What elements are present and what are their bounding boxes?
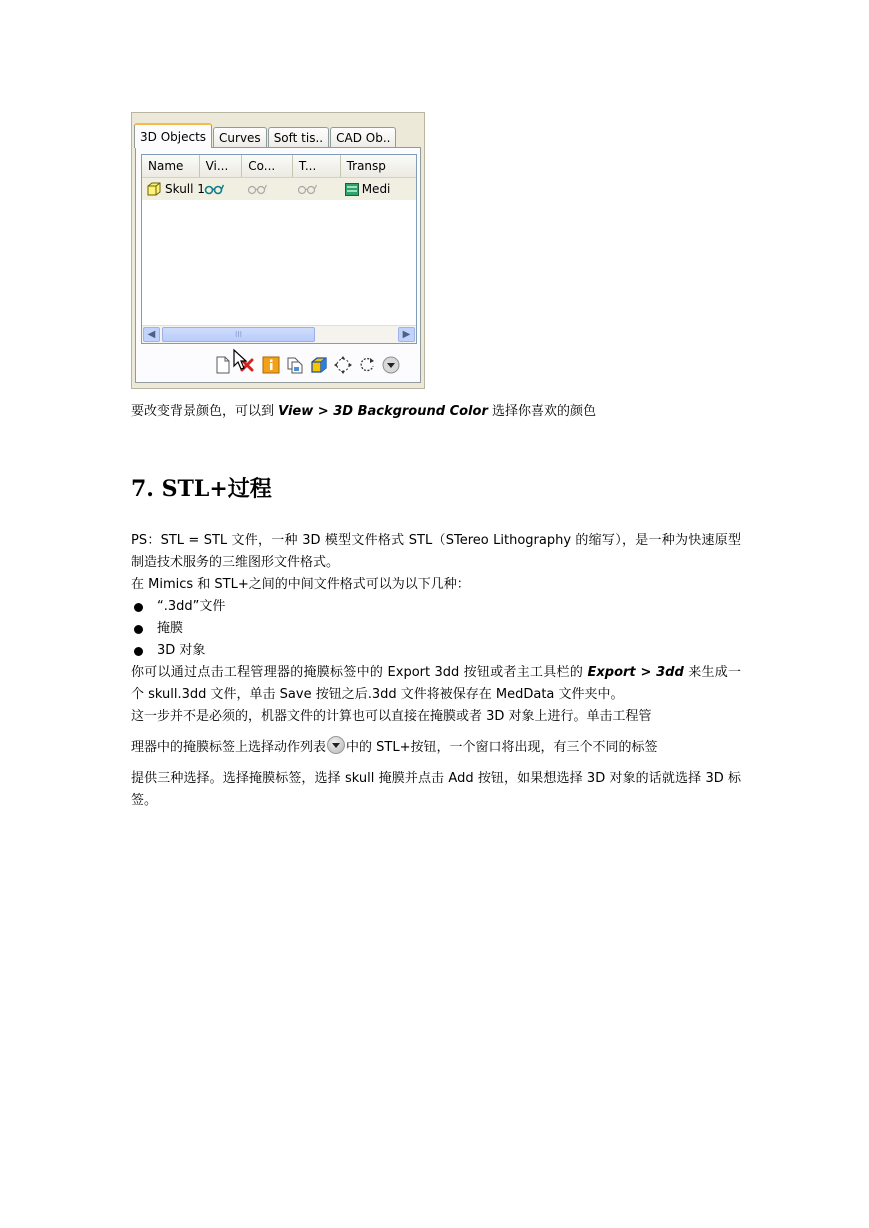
more-options-button[interactable] <box>381 355 401 375</box>
object-name: Skull 1 <box>165 182 205 196</box>
list-item-text: 掩膜 <box>157 621 184 636</box>
scroll-thumb[interactable]: III <box>162 327 315 342</box>
delete-button[interactable] <box>237 355 257 375</box>
paragraph-export <box>131 662 741 706</box>
tab-cad-objects[interactable]: CAD Ob.. <box>330 127 396 148</box>
paragraph-ps: PS：STL = STL 文件，一种 3D 模型文件格式 STL（STereo Lithography 的缩写），是一种为快速原型制造技术服务的三维图形文件格式。 <box>131 533 741 570</box>
list-item <box>131 618 741 640</box>
dropdown-arrow-icon <box>327 736 345 754</box>
visible-toggle[interactable] <box>200 178 243 200</box>
caption-menu-path: View > 3D Background Color <box>278 404 488 419</box>
copy-button[interactable] <box>285 355 305 375</box>
objects-list <box>141 154 417 344</box>
paragraph-stl-line3: 提供三种选择。选择掩膜标签，选择 skull 掩膜并点击 Add 按钮，如果想选择 3D 对象的话就选择 3D 标签。 <box>131 771 741 808</box>
list-item <box>131 596 741 618</box>
more-options-icon <box>382 356 400 374</box>
column-header-triangle[interactable]: T... <box>293 155 341 177</box>
export-menu-path: Export > 3dd <box>587 665 684 680</box>
list-item-text: “.3dd”文件 <box>157 599 226 614</box>
copy-icon <box>286 356 304 374</box>
table-row[interactable] <box>142 178 416 200</box>
list-item <box>131 640 741 662</box>
figure-caption <box>131 401 741 423</box>
move-button[interactable] <box>333 355 353 375</box>
chevron-right-icon: ▶ <box>402 329 411 340</box>
rotate-button[interactable] <box>357 355 377 375</box>
tab-soft-tissue[interactable]: Soft tis.. <box>268 127 329 148</box>
info-button[interactable] <box>261 355 281 375</box>
glasses-hidden-icon <box>247 183 267 195</box>
horizontal-scrollbar[interactable] <box>142 325 416 343</box>
new-object-icon <box>214 356 232 374</box>
column-header-contour[interactable]: Co... <box>242 155 293 177</box>
mouse-cursor-icon <box>233 349 247 371</box>
section-body <box>131 530 741 812</box>
chevron-left-icon: ◀ <box>147 329 156 340</box>
bullet-dot-icon <box>134 625 143 634</box>
stl-line2-suffix: 中的 STL+按钮，一个窗口将出现，有三个不同的标签 <box>346 740 658 755</box>
move-icon <box>333 355 353 375</box>
info-icon <box>262 356 280 374</box>
glasses-hidden-icon <box>297 183 317 195</box>
export-prefix: 你可以通过点击工程管理器的掩膜标签中的 Export 3dd 按钮或者主工具栏的 <box>131 665 588 680</box>
export-suffix: 来生成一个 skull.3dd 文件，单击 Save 按钮之后.3dd 文件将被保存在 MedData 文件夹中。 <box>131 665 742 702</box>
row-name-cell <box>142 178 205 200</box>
contour-toggle[interactable] <box>243 178 294 200</box>
tab-content <box>135 147 421 383</box>
glasses-visible-icon <box>204 183 224 195</box>
tab-curves[interactable]: Curves <box>213 127 267 148</box>
new-object-button[interactable] <box>213 355 233 375</box>
caption-suffix: 选择你喜欢的颜色 <box>487 404 596 419</box>
scroll-right-button[interactable] <box>398 327 415 342</box>
tab-3d-objects[interactable]: 3D Objects <box>134 123 212 148</box>
section-heading: 7. STL+过程 <box>131 476 272 502</box>
transparency-icon <box>345 183 359 196</box>
column-header-transparency[interactable]: Transp <box>346 159 386 173</box>
paragraph-stl-line1: 这一步并不是必须的，机器文件的计算也可以直接在掩膜或者 3D 对象上进行。单击工程管 <box>131 709 652 724</box>
scroll-left-button[interactable] <box>143 327 160 342</box>
bullet-dot-icon <box>134 603 143 612</box>
triangle-toggle[interactable] <box>293 178 341 200</box>
cube-icon <box>310 356 328 374</box>
rotate-icon <box>357 355 377 375</box>
tab-bar <box>134 122 397 148</box>
column-header-name[interactable]: Name <box>142 155 200 177</box>
paragraph-stl-line2 <box>131 728 741 768</box>
cube-button[interactable] <box>309 355 329 375</box>
list-header <box>142 155 416 178</box>
panel-toolbar <box>213 352 401 378</box>
stl-line2-prefix: 理器中的掩膜标签上选择动作列表 <box>131 740 327 755</box>
paragraph-formats-intro: 在 Mimics 和 STL+之间的中间文件格式可以为以下几种： <box>131 577 470 592</box>
transparency-value: Medi <box>361 182 391 196</box>
cube-icon <box>146 181 162 197</box>
project-manager-panel <box>131 112 425 389</box>
bullet-dot-icon <box>134 647 143 656</box>
transparency-cell[interactable] <box>341 178 416 200</box>
column-header-visible[interactable]: Vi... <box>200 155 243 177</box>
list-item-text: 3D 对象 <box>157 643 206 658</box>
caption-prefix: 要改变背景颜色，可以到 <box>131 404 279 419</box>
